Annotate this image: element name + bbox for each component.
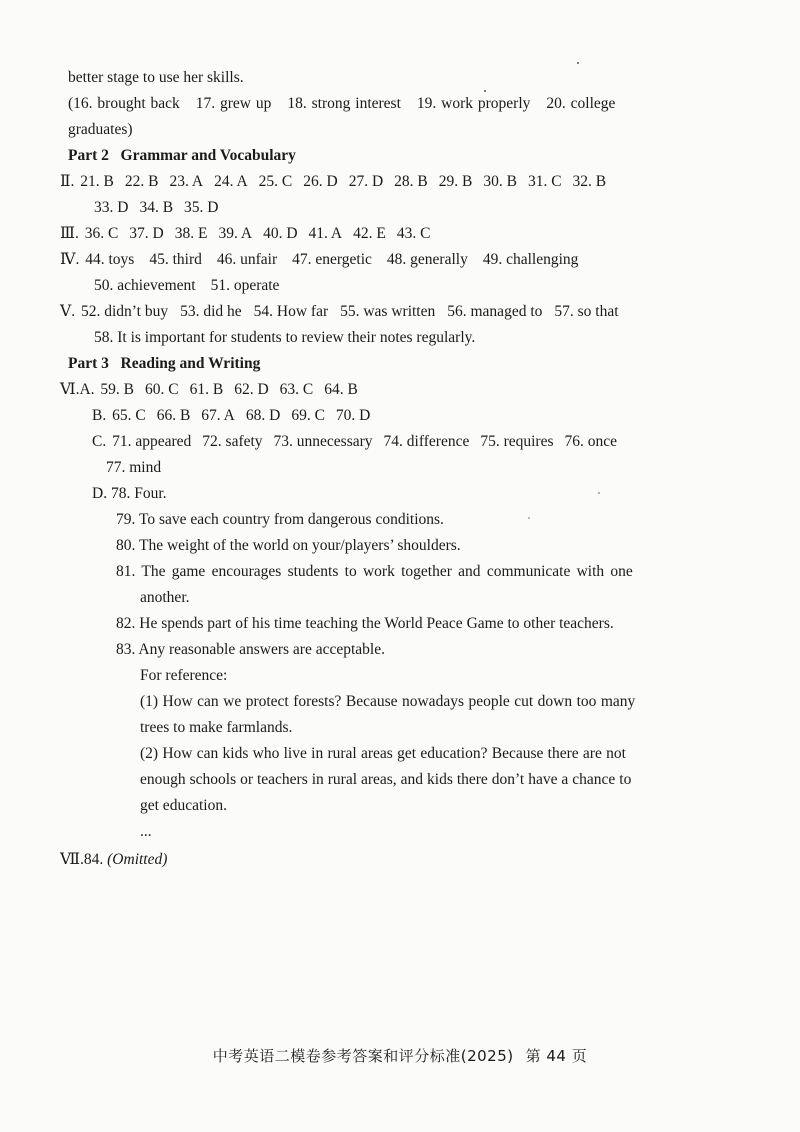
answer-49: 49. challenging [482,251,579,268]
answer-60: 60. C [145,381,179,398]
section-II-row2 [94,198,219,218]
answer-81-continued: another. [140,589,190,606]
answers-16-20 [68,94,615,114]
answer-33: 33. D [94,199,129,216]
answer-24: 24. A [214,173,248,190]
reference-2-end: get education. [140,797,227,814]
footer-title: 中考英语二模卷参考答案和评分标准(2025) [212,1047,514,1065]
section-III-answers [81,225,431,242]
answer-23: 23. A [169,173,204,190]
answer-79: 79. To save each country from dangerous conditions. [116,511,444,528]
section-VII [60,850,167,870]
section-IV-row2 [94,276,279,296]
section-IV-answers [81,251,578,268]
answer-22: 22. B [124,173,159,190]
answer-18: 18. strong interest [287,95,401,112]
answer-74: 74. difference [383,433,470,450]
answer-59: 59. B [100,381,135,398]
answer-73: 73. unnecessary [273,433,373,450]
answer-26: 26. D [303,173,338,190]
answer-61: 61. B [189,381,224,398]
reference-1-continued: trees to make farmlands. [140,719,293,736]
answer-56: 56. managed to [447,303,543,320]
answer-58: 58. It is important for students to review their notes regularly. [94,329,476,346]
subsection-C-answers [108,433,617,450]
answer-32: 32. B [572,173,607,190]
answer-20-continued: graduates) [68,121,133,138]
section-V-answers [77,303,618,320]
answer-28: 28. B [394,173,428,190]
answer-53: 53. did he [180,303,242,320]
answer-64: 64. B [324,381,358,398]
answer-46: 46. unfair [216,251,278,268]
answer-50: 50. achievement [94,277,196,294]
answer-48: 48. generally [386,251,468,268]
page-number: 第 44 页 [525,1047,588,1065]
answer-52: 52. didn’t buy [80,303,169,320]
reference-2: (2) How can kids who live in rural areas get education? Because there are not [140,745,626,762]
answer-65: 65. C [112,407,146,424]
answer-39: 39. A [218,225,253,242]
answer-29: 29. B [438,173,473,190]
answer-83: 83. Any reasonable answers are acceptable. [116,641,385,658]
section-VI-D [92,484,167,504]
answer-17: 17. grew up [195,95,272,112]
answer-55: 55. was written [340,303,436,320]
answer-19: 19. work properly [416,95,531,112]
answer-42: 42. E [353,225,386,242]
answer-54: 54. How far [253,303,329,320]
section-VI-label: Ⅵ. [60,381,80,398]
answer-30: 30. B [483,173,517,190]
answer-20: 20. college [546,95,616,112]
section-V-label: Ⅴ. [60,303,76,320]
answer-45: 45. third [149,251,202,268]
answer-67: 67. A [201,407,235,424]
answer-69: 69. C [291,407,325,424]
answer-57: 57. so that [554,303,619,320]
subsection-B-label: B. [92,407,107,424]
answer-84-number: 84. [83,851,104,868]
subsection-D-label: D. [92,485,108,502]
answer-81: 81. The game encourages students to work together and communicate with one [116,563,633,580]
answer-47: 47. energetic [292,251,372,268]
section-IV-row1 [60,250,578,270]
reference-2-continued: enough schools or teachers in rural areas, and kids there don’t have a chance to [140,771,632,788]
answer-72: 72. safety [202,433,263,450]
answer-25: 25. C [258,173,293,190]
part-3-heading: Part 3 Reading and Writing [68,355,261,372]
answer-34: 34. B [139,199,174,216]
section-II-label: Ⅱ. [60,173,75,190]
part-2-heading: Part 2 Grammar and Vocabulary [68,147,296,164]
reference-label: For reference: [140,667,228,684]
answer-80: 80. The weight of the world on your/players’ shoulders. [116,537,461,554]
section-II-answers [76,173,606,190]
scan-speck [598,492,600,494]
answer-43: 43. C [396,225,431,242]
section-VII-label: Ⅶ. [60,851,84,868]
answer-36: 36. C [84,225,119,242]
continuation-line: better stage to use her skills. [68,69,244,86]
ellipsis: ... [140,823,152,840]
section-III-row1 [60,224,430,244]
answer-84: (Omitted) [107,851,168,868]
answer-75: 75. requires [480,433,554,450]
answer-77: 77. mind [106,459,162,476]
answer-27: 27. D [348,173,384,190]
subsection-A-label: A. [79,381,95,398]
answer-16: (16. brought back [68,95,180,112]
answer-78: 78. Four. [110,485,167,502]
answer-31: 31. C [527,173,562,190]
answer-44: 44. toys [85,251,135,268]
answer-35: 35. D [184,199,219,216]
scan-speck [484,90,486,92]
section-VI-C-row1 [92,432,617,452]
section-VI-B [92,406,370,426]
subsection-C-label: C. [92,433,107,450]
answer-76: 76. once [564,433,618,450]
answer-40: 40. D [263,225,298,242]
answer-37: 37. D [129,225,164,242]
answer-71: 71. appeared [112,433,192,450]
reference-1: (1) How can we protect forests? Because nowadays people cut down too many [140,693,636,710]
subsection-A-answers [97,381,358,398]
page-footer [0,1045,800,1066]
section-II-row1 [60,172,606,192]
section-III-label: Ⅲ. [60,225,79,242]
answer-51: 51. operate [210,277,280,294]
section-VI-A [60,380,358,400]
scan-speck [577,62,579,64]
answer-21: 21. B [80,173,114,190]
answer-38: 38. E [174,225,208,242]
answer-41: 41. A [308,225,343,242]
section-IV-label: Ⅳ. [60,251,80,268]
section-V-row1 [60,302,619,322]
answer-62: 62. D [234,381,269,398]
answer-68: 68. D [245,407,281,424]
answer-70: 70. D [335,407,371,424]
scan-speck [528,517,530,519]
answer-82: 82. He spends part of his time teaching the World Peace Game to other teachers. [116,615,614,632]
answer-63: 63. C [279,381,314,398]
answer-66: 66. B [156,407,191,424]
subsection-B-answers [108,407,370,424]
